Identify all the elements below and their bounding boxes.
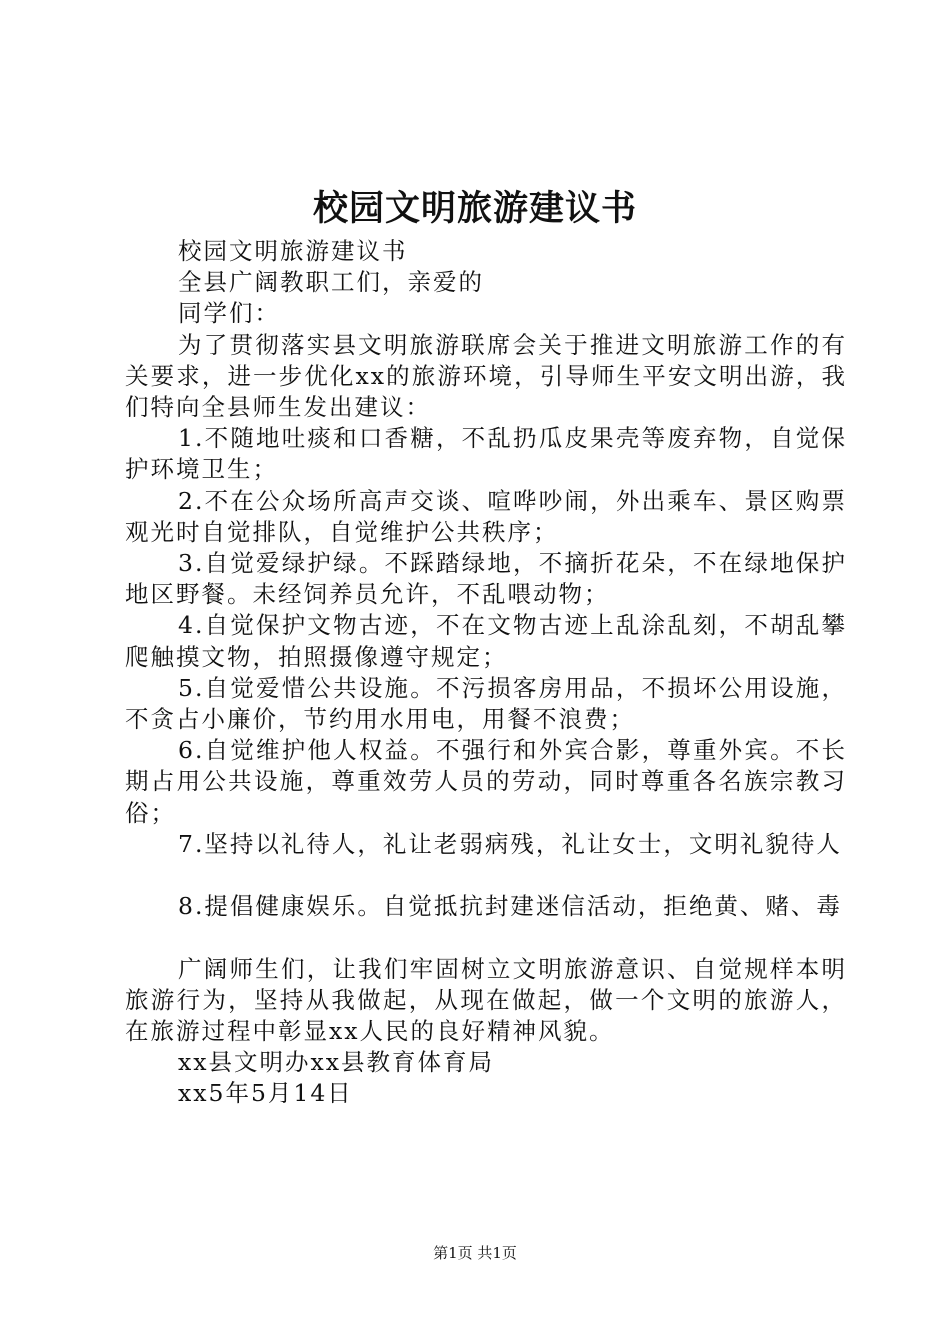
suggestion-item-1: 1.不随地吐痰和口香糖，不乱扔瓜皮果壳等废弃物，自觉保护环境卫生；: [125, 424, 847, 484]
document-title: 校园文明旅游建议书: [312, 188, 637, 229]
closing-paragraph: 广阔师生们，让我们牢固树立文明旅游意识、自觉规样本明旅游行为，坚持从我做起，从现在做起，做一个文明的旅游人，在旅游过程中彰显xx人民的良好精神风貌。: [125, 954, 847, 1046]
document-body: [125, 236, 847, 1110]
heading-repeat: 校园文明旅游建议书: [178, 237, 408, 265]
page-number: 第1页 共1页: [433, 1244, 517, 1262]
paragraph-spacer: [125, 860, 847, 891]
suggestion-item-7: 7.坚持以礼待人，礼让老弱病残，礼让女士，文明礼貌待人: [178, 829, 842, 858]
suggestion-item-6: 6.自觉维护他人权益。不强行和外宾合影，尊重外宾。不长期占用公共设施，尊重效劳人员的劳动，同时尊重各名族宗教习俗；: [125, 736, 847, 827]
suggestion-item-3: 3.自觉爱绿护绿。不踩踏绿地，不摘折花朵，不在绿地保护地区野餐。未经饲养员允许，不乱喂动物；: [125, 549, 847, 609]
suggestion-item-8: 8.提倡健康娱乐。自觉抵抗封建迷信活动，拒绝黄、赌、毒: [178, 892, 842, 921]
paragraph-spacer: [125, 922, 847, 953]
suggestion-item-4: 4.自觉保护文物古迹，不在文物古迹上乱涂乱刻，不胡乱攀爬触摸文物，拍照摄像遵守规定；: [125, 611, 847, 671]
intro-paragraph: 为了贯彻落实县文明旅游联席会关于推进文明旅游工作的有关要求，进一步优化xx的旅游环境，引导师生平安文明出游，我们特向全县师生发出建议：: [125, 330, 847, 422]
salutation-line-1: 全县广阔教职工们，亲爱的: [178, 268, 484, 297]
signature-line: xx县文明办xx县教育体育局: [178, 1048, 495, 1077]
salutation-line-2: 同学们：: [178, 299, 280, 328]
date-line: xx5年5月14日: [178, 1079, 353, 1108]
suggestion-item-2: 2.不在公众场所高声交谈、喧哗吵闹，外出乘车、景区购票观光时自觉排队，自觉维护公共秩序；: [125, 486, 847, 546]
suggestion-item-5: 5.自觉爱惜公共设施。不污损客房用品，不损坏公用设施，不贪占小廉价，节约用水用电，用餐不浪费；: [125, 673, 847, 734]
